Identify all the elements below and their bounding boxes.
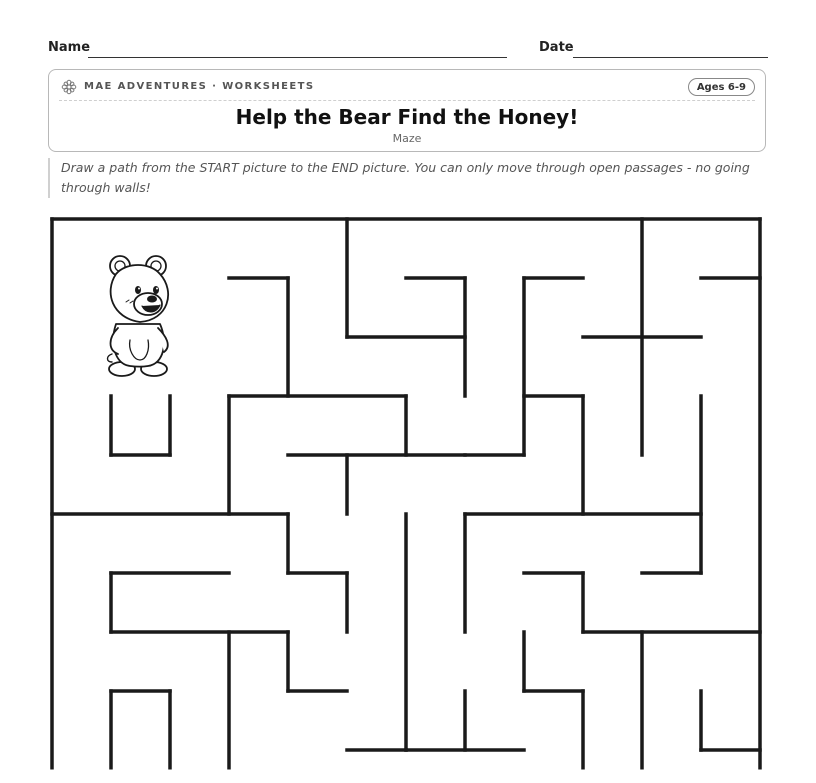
date-label: Date xyxy=(539,40,574,55)
name-date-row xyxy=(48,40,768,62)
date-field[interactable] xyxy=(573,57,768,58)
maze[interactable] xyxy=(50,216,766,783)
maze-grid[interactable] xyxy=(50,216,766,783)
brand-name: MAE ADVENTURES · WORKSHEETS xyxy=(84,81,315,92)
age-badge: Ages 6-9 xyxy=(688,78,755,96)
header-divider xyxy=(59,100,755,101)
brand-row xyxy=(61,78,755,98)
worksheet-header xyxy=(48,69,766,152)
name-field[interactable] xyxy=(88,57,507,58)
bear-icon xyxy=(108,256,169,376)
flower-icon xyxy=(61,79,77,95)
page-title: Help the Bear Find the Honey! xyxy=(235,105,579,129)
instructions-text: Draw a path from the START picture to the END picture. You can only move through open passages - no going through walls! xyxy=(48,158,758,198)
page-subtitle: Maze xyxy=(392,132,422,145)
name-label: Name xyxy=(48,40,91,55)
